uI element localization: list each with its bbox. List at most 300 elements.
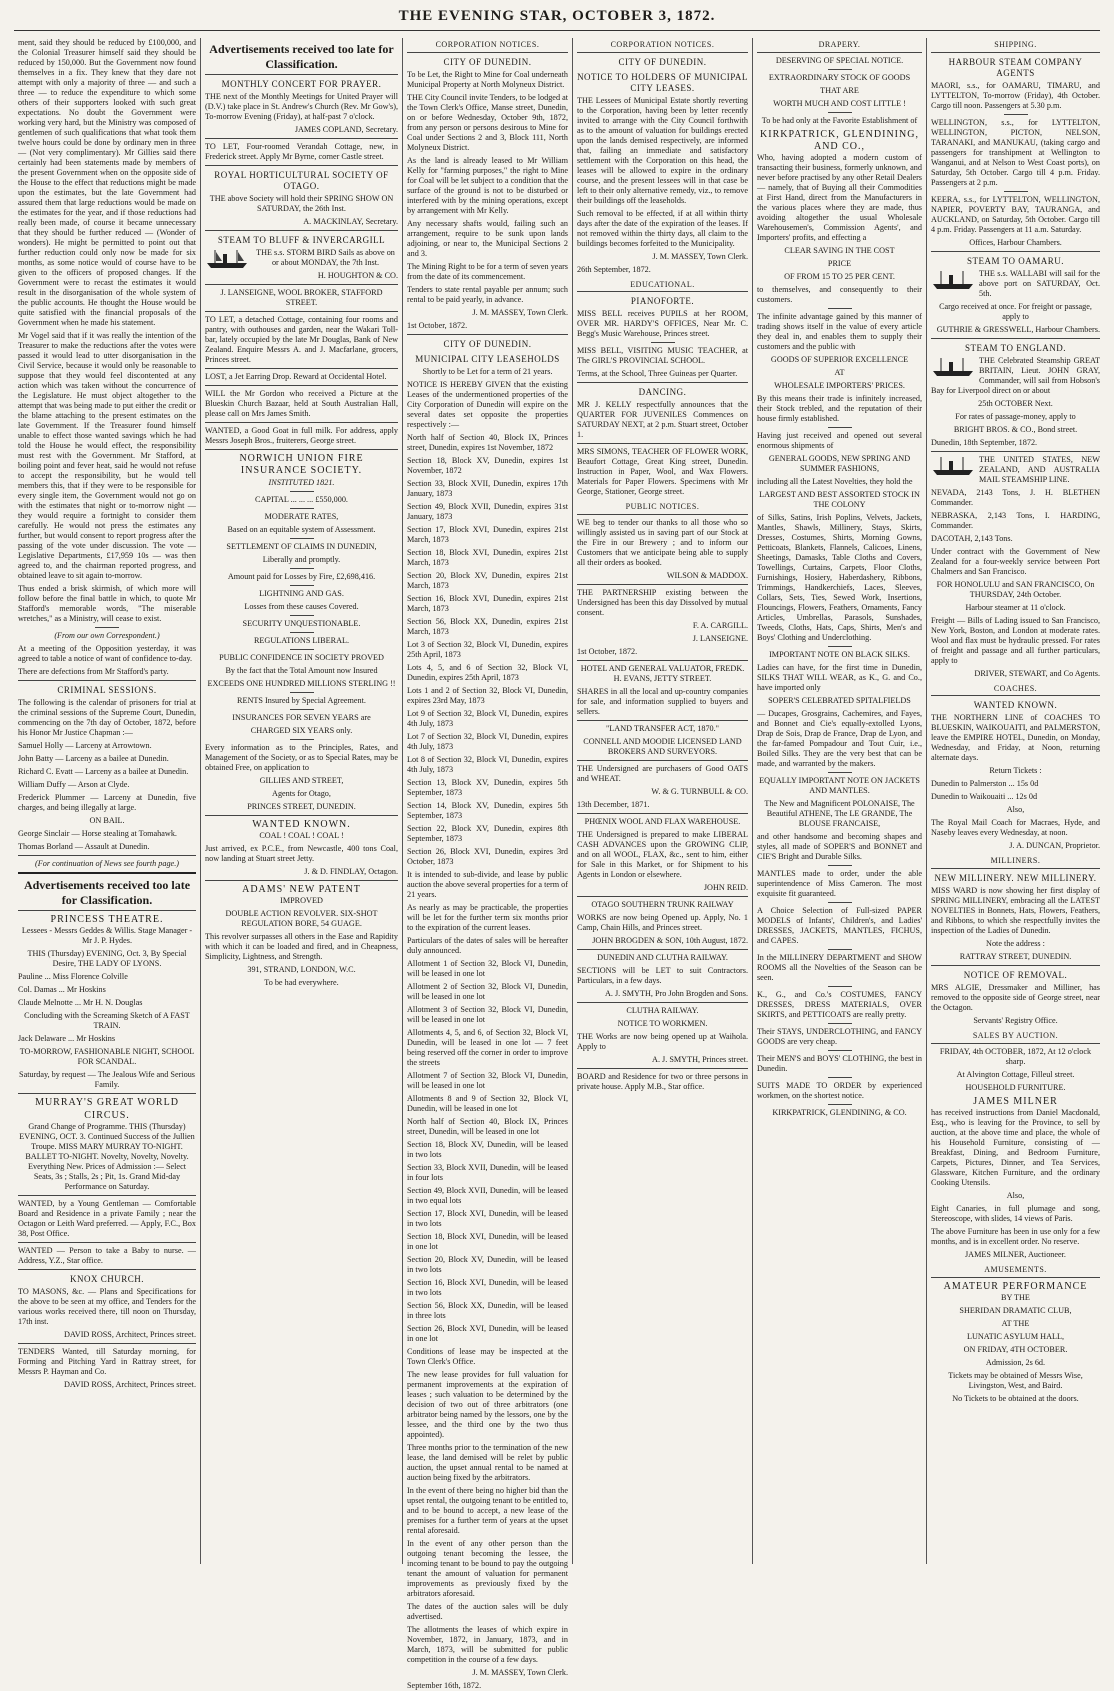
divider (290, 585, 314, 586)
horticultural-notice: THE above Society will hold their SPRING SHOW ON SATURDAY, the 26th Inst. (209, 194, 394, 214)
divider (577, 443, 748, 444)
allotment-entry: Allotments 8 and 9 of Section 32, Block VI, Dunedin, will be leased in one lot (407, 1093, 568, 1113)
edu-ad: MISS BELL, VISITING MUSIC TEACHER, at The GIRL'S PROVINCIAL SCHOOL. (577, 346, 748, 366)
lease-section: Section 33, Block XVII, Dunedin, expires 17th January, 1873 (407, 478, 568, 498)
circus-programme: Grand Change of Programme. THIS (Thursday) EVENING, OCT. 3. Continued Success of the Jullien Troupe. MISS MARY MURRAY TO-NIGHT. BALLET TO-NIGHT. Novelty, Novelty, Novelty. Everything New. Prices of Admission :— Select Seats, 3s ; Stalls, 2s ; Pit, 1s. Grand Mid-day Performance on Saturday. (19, 1121, 195, 1191)
shipping-notice: 25th OCTOBER Next. (978, 398, 1053, 408)
cast-entry: Claude Melnotte ... Mr H. N. Douglas (18, 998, 143, 1008)
horticultural-signature: A. MACKINLAY, Secretary. (303, 217, 398, 227)
divider (18, 680, 196, 681)
millinery-notice: Servants' Registry Office. (973, 1016, 1058, 1026)
drapery-paragraph: Who, having adopted a modern custom of transacting their business, formerly unknown, and never before practised by any other Retail Dealers — namely, that of Buying all their Commodities at First Hand, direct from the Manufacturers in the various places where they are made, thus avoiding altogether the usual Wholesale Warehousemen's, Commission Agents', and Importers' profits, and effecting a (757, 153, 922, 243)
divider (828, 308, 852, 309)
shipping-notice: DACOTAH, 2,143 Tons. (931, 533, 1013, 543)
harbour-heading: HARBOUR STEAM COMPANY AGENTS (948, 56, 1083, 78)
steamship-icon (931, 269, 975, 291)
drapery-line: DESERVING OF SPECIAL NOTICE. (775, 55, 904, 65)
shipping-notice: THE s.s. WALLABI will sail for the above port on SATURDAY, Oct. 5th. (979, 268, 1100, 298)
public-signature: WILSON & MADDOX. (666, 571, 748, 581)
drapery-paragraph: The infinite advantage gained by this manner of trading shows itself in the value of every article they deal in, and enables them to supply their customers and the public with (757, 312, 922, 352)
corp-paragraph: THE City Council invite Tenders, to be lodged at the Town Clerk's Office, Manse street, Dunedin, on or before Wednesday, October 9th, 1872, from any person or persons desirous to Mine for Coal under Sections 2 and 3, Block 111, North Molyneux District. (407, 92, 568, 152)
divider (577, 660, 748, 661)
public-signature: J. LANSEIGNE. (692, 634, 748, 644)
page-title: THE EVENING STAR, OCTOBER 3, 1872. (398, 8, 716, 24)
lease-section: Section 20, Block XV, Dunedin, expires 21st March, 1873 (407, 570, 568, 590)
millinery-notice: Note the address : (986, 939, 1045, 949)
allotment-entry: Allotment 3 of Section 32, Block VI, Dunedin, will be leased in one lot (407, 1004, 568, 1024)
removal-heading: NOTICE OF REMOVAL. (963, 970, 1068, 981)
section-heading: AMUSEMENTS. (931, 1263, 1100, 1278)
late-adverts-heading: Advertisements received too late for Classification. (209, 42, 394, 71)
drapery-line: WORTH MUCH AND COST LITTLE ! (773, 98, 906, 108)
allotment-entry: Section 17, Block XVI, Dunedin, will be leased in two lots (407, 1208, 568, 1228)
drapery-paragraph: of Silks, Satins, Irish Poplins, Velvets, Jackets, Mantles, Shawls, Millinery, Stays, Skirts, Dresses, Costumes, Shirts, Morning Gowns, Petticoats, Blankets, Flannels, Calicoes, Linens, Sheetings, Damasks, Table Cloths and Covers, Towellings, Curtains, Carpets, Floor Cloths, Furnishings, Hosiery, Haberdashery, Ribbons, Trimmings, Handkerchiefs, Laces, Sleeves, Collars, Sets, Ties, Sewed Work, Insertions, Flouncings, Flowers, Feathers, Ornaments, Fancy Articles, Umbrellas, Parasols, Sunshades, Tweeds, Cloths, Hats, Caps, Shirts, Men's and Boys' Clothing and Underclothing. (757, 513, 922, 643)
england-heading: STEAM TO ENGLAND. (965, 342, 1066, 353)
tenders-ad: TENDERS Wanted, till Saturday morning, for Forming and Pitching Yard in Rattray street, for Messrs P. Hayman and Co. (18, 1346, 196, 1376)
divider (205, 230, 398, 231)
steam-bluff-notice: THE s.s. STORM BIRD Sails as above on or about MONDAY, the 7th Inst. (256, 248, 395, 268)
news-paragraph: At a meeting of the Opposition yesterday, it was agreed to table a notice of want of confidence to-day. (18, 644, 196, 663)
shipping-notice: WELLINGTON, s.s., for LYTTELTON, WELLINGTON, PICTON, NELSON, TARANAKI, and MANUKAU, (taking cargo and passengers for transhipment at Wellington to Wanganui, and at Nelson to West Coast ports), on Saturday, 5th October. Cargo till 4 p.m. Friday. Passengers at 2 p.m. (931, 117, 1100, 187)
lanseigne-ad: J. LANSEIGNE, WOOL BROKER, STAFFORD STREET. (220, 288, 383, 308)
coach-notice: The Royal Mail Coach for Macraes, Hyde, and Naseby leaves every Wednesday, at noon. (931, 818, 1100, 838)
concert-signature: JAMES COPLAND, Secretary. (294, 125, 398, 135)
city-heading: CITY OF DUNEDIN. (618, 56, 707, 67)
divider (290, 692, 314, 693)
divider (290, 739, 314, 740)
news-paragraph: Mr Vogel said that if it was really the intention of the Treasurer to make the reductions after the votes were passed it would lead to utter disorganisation in the Civil Service, because it would only be reasonable to suppose that they would feel discontented at any action which was taken without the concurrence of the Legislature. He must object altogether to the attempt that was being made to put either the credit or the blame attaching to the present estimates on the late Government. If the Treasurer found himself unable to effect those wanted savings which he had told the House he would effect, the responsibility must rest with the Government. Mr Stafford, at boiling point and fever heat, said he would not refuse to accept the responsibility, but he would tell members this, that if they were to be responsible for every single item, the Government would not go on with the estimates that night or to-morrow night — they would require a fortnight to consider them carefully. He would not press the estimates any further, but would consent to report progress after the passing of the vote under discussion. The vote — Legislative Departments, £17,959 10s — was then agreed to, and the chairman reported progress, and obtained leave to sit again to-morrow. (18, 331, 196, 580)
norwich-line: SETTLEMENT OF CLAIMS IN DUNEDIN, (226, 541, 377, 551)
amusement-line: BY THE (1001, 1292, 1030, 1302)
shipping-notice: NEVADA, 2143 Tons, J. H. BLETHEN Commander. (931, 487, 1100, 507)
coal-heading: COAL ! COAL ! COAL ! (259, 830, 344, 840)
city-heading: CITY OF DUNEDIN. (443, 338, 532, 349)
allotment-entry: Section 49, Block XVII, Dunedin, will be leased in two equal lots (407, 1185, 568, 1205)
continuation-note: (For continuation of News see fourth page.) (35, 858, 179, 868)
public-notice: DUNEDIN AND CLUTHA RAILWAY. (597, 953, 728, 963)
drapery-line: AT (834, 368, 845, 378)
divider (577, 1068, 748, 1069)
lease-section: Section 18, Block XVI, Dunedin, expires 21st March, 1873 (407, 547, 568, 567)
public-notice: THE PARTNERSHIP existing between the Undersigned has been this day Dissolved by mutual consent. (577, 588, 748, 618)
norwich-line: INSTITUTED 1821. (268, 477, 335, 487)
allotment-entry: Section 56, Block XX, Dunedin, will be leased in three lots (407, 1300, 568, 1320)
edu-ad: Terms, at the School, Three Guineas per Quarter. (577, 369, 738, 379)
public-notice: CLUTHA RAILWAY. (626, 1006, 699, 1016)
divider (577, 760, 748, 761)
norwich-line: REGULATIONS LIBERAL. (253, 635, 350, 645)
shipping-notice: Under contract with the Government of New Zealand for a four-weekly service between Port Chalmers and San Francisco. (931, 546, 1100, 576)
allotment-entry: Section 18, Block XV, Dunedin, will be leased in two lots (407, 1139, 568, 1159)
auctioneer-heading: JAMES MILNER (973, 1095, 1058, 1107)
section-heading: SALES BY AUCTION. (931, 1029, 1100, 1044)
coach-notice: THE NORTHERN LINE of COACHES TO BLUESKIN, WAIKOUAITI, and PALMERSTON, leave the EMPIRE HOTEL, Dunedin, on Monday, Wednesday, and Friday, at Noon, returning alternate days. (931, 713, 1100, 763)
news-paragraph: ment, said they should be reduced by £100,000, and the Colonial Treasurer himself said they should be reduced by 150,000. But the Government now found themselves in a fix. They knew that they dare not attempt with only a majority of three — and such a three — to reduce the expenditure to which some others of their supporters looked with such great expectations. No doubt the Government were working very hard, but the Ministry was composed of gentlemen of such qualifications that what took them twelve hours could be done by ordinary men in three — (Not very complimentary). Mr Gillies said there certainly had been statements made by members of the present Government when on the opposite side of the House to the effect that reductions might be made upon the estimates, but the late Government had assured them that large reductions would be made on the estimates for the year, and if those reductions had really been made, of course it became unnecessary that they should be further reduced — (Wonder of wonders). He might be permitted to point out that further reduction could only now be made for six months, as some notice would of course have to be given to the officers of proposed changes. If the Government were to recast the estimates it would result in the disorganisation of the whole system of the public accounts. He thought the House would be quite satisfied with the financial proposals of the Government when he made his statement. (18, 38, 196, 327)
drapery-line: PRICE (827, 259, 852, 269)
amateur-heading: AMATEUR PERFORMANCE (943, 1280, 1088, 1292)
divider (205, 138, 398, 139)
allotment-entry: Allotment 7 of Section 32, Block VI, Dunedin, will be leased in one lot (407, 1070, 568, 1090)
divider (18, 1093, 196, 1094)
public-signature: A. J. SMYTH, Pro John Brogden and Sons. (604, 989, 748, 999)
divider (290, 538, 314, 539)
section-heading: COACHES. (931, 682, 1100, 697)
shipping-signature: DRIVER, STEWART, and Co Agents. (974, 668, 1100, 678)
lease-section: Section 49, Block XVII, Dunedin, expires 31st January, 1873 (407, 501, 568, 521)
divider (931, 965, 1100, 966)
drapery-paragraph: — Ducapes, Grosgrains, Cachemires, and Fayes, and Bonnet and Cie's equally-extolled Lyons, Drap de Sois, Drap de France, Drap de Lyon, and the far-famed Pompadour and Tout Cuir, i.e., Boiled Silks. They are the very best that can be made, and warranted by the makers. (757, 709, 922, 769)
wanted-known-heading: WANTED KNOWN. (252, 818, 351, 830)
amusement-line: AT THE (1001, 1318, 1030, 1328)
steam-bluff-signature: H. HOUGHTON & CO. (317, 271, 398, 281)
shipping-notice: Harbour steamer at 11 o'clock. (965, 602, 1066, 612)
masthead-rule (14, 30, 1100, 31)
divider (290, 508, 314, 509)
public-notice: PHŒNIX WOOL AND FLAX WAREHOUSE. (584, 817, 741, 827)
millinery-notice: MISS WARD is now showing her first display of SPRING MILLINERY, embracing all the LATEST NOVELTIES in Bonnets, Hats, Flowers, Feathers, and Ribbons, to which she respectfully invites the inspection of the Ladies of Dunedin. (931, 886, 1100, 936)
norwich-agents: GILLIES AND STREET, (259, 775, 344, 785)
oamaru-heading: STEAM TO OAMARU. (967, 255, 1064, 266)
section-heading: DRAPERY. (757, 38, 922, 53)
divider (205, 385, 398, 386)
town-clerk-signature: J. M. MASSEY, Town Clerk. (472, 307, 568, 317)
divider (828, 949, 852, 950)
bail-entry: Thomas Borland — Assault at Dunedin. (18, 841, 150, 851)
drapery-line: OF FROM 15 TO 25 PER CENT. (784, 272, 895, 282)
auction-line: HOUSEHOLD FURNITURE. (965, 1082, 1066, 1092)
divider (205, 449, 398, 450)
divider (828, 772, 852, 773)
lease-section: Section 13, Block XV, Dunedin, expires 5th September, 1873 (407, 777, 568, 797)
notice-date: September 16th, 1872. (407, 1680, 482, 1690)
section-heading: SHIPPING. (931, 38, 1100, 53)
news-paragraph: The following is the calendar of prisoners for trial at the criminal sessions of the Supreme Court, Dunedin, commencing on the 7th day of October, 1872, before his Honor Mr Justice Chapman :— (18, 697, 196, 737)
adams-line: IMPROVED (280, 895, 323, 905)
shipping-notice: KEERA, s.s., for LYTTELTON, WELLINGTON, NAPIER, POVERTY BAY, TAURANGA, and AUCKLAND, on Saturday, 5th October. Cargo till 4 p.m. Friday. Passengers at 11 a.m. Saturday. (931, 194, 1100, 234)
corp-paragraph: The new lease provides for full valuation for permanent improvements at the expiration of leases ; such valuation to be determined by the decision of two out of three arbitrators (one arbitrator being named by the lessors, one by the lessee, and the third one by the two thus appointed). (407, 1369, 568, 1439)
norwich-line: INSURANCES FOR SEVEN YEARS are (232, 712, 371, 722)
divider (205, 284, 398, 285)
divider (828, 427, 852, 428)
drapery-line: CLEAR SAVING IN THE COST (784, 246, 895, 256)
divider (651, 342, 675, 343)
norwich-line: Every information as to the Principles, Rates, and Management of the Society, or as to Special Rates, may be obtained Free, on application to (205, 742, 398, 772)
millinery-notice: MRS ALGIE, Dressmaker and Milliner, has removed to the opposite side of George street, near the Octagon. (931, 983, 1100, 1013)
section-heading: CORPORATION NOTICES. (407, 38, 568, 53)
column-1 (14, 38, 201, 1564)
shipping-notice: FOR HONOLULU and SAN FRANCISCO, On THURSDAY, 24th October. (936, 579, 1095, 599)
corp-paragraph: THE Lessees of Municipal Estate shortly reverting to the Corporation, having been by letter recently invited to arrange with the City Council forthwith as to the amount of valuation for buildings erected upon the lands demised respectively, are informed that, failing an immediate and satisfactory settlement with the Corporation on this head, the leases will be allowed to expire in the ordinary course, and the present lessees will in that case be left to their only alternative remedy, viz., to remove their buildings off the leaseholds. (577, 95, 748, 205)
to-let-ad: TO LET, a detached Cottage, containing four rooms and pantry, with outhouses and garden, near the Wakari Toll-bar, lately occupied by the late Mr Douglas, Bank of New Zealand. Enquire Messrs A. and J. Macfarlane, grocers, Princes street. (205, 315, 398, 365)
public-notice: WE beg to tender our thanks to all those who so willingly assisted us in saving part of our Stock at the Fire in our Brewery ; and to inform our Customers that we anticipate being able to supply all their orders as booked. (577, 518, 748, 568)
cast-entry: Col. Damas ... Mr Hoskins (18, 985, 106, 995)
knox-church-heading: KNOX CHURCH. (69, 1273, 144, 1284)
lease-section: Lots 1 and 2 of Section 32, Block VI, Dunedin, expires 23rd May, 1873 (407, 685, 568, 705)
divider (205, 880, 398, 881)
drapery-line: EQUALLY IMPORTANT NOTE ON JACKETS AND MANTLES. (759, 776, 920, 796)
corp-paragraph: Tenders to state rental payable per annum; such rental to be paid yearly, in advance. (407, 284, 568, 304)
divider (205, 311, 398, 312)
edu-ad: MR J. KELLY respectfully announces that the QUARTER FOR JUVENILES Commences on SATURDAY NEXT, at 2 p.m. Stuart street, October 1. (577, 400, 748, 440)
public-signature: JOHN BROGDEN & SON, 10th August, 1872. (592, 936, 748, 946)
divider (828, 112, 852, 113)
drapery-paragraph: Ladies can have, for the first time in Dunedin, SILKS THAT WILL WEAR, as K., G. and Co., have imported only (757, 663, 922, 693)
amusement-line: No Tickets to be obtained at the doors. (952, 1393, 1079, 1403)
divider (828, 1104, 852, 1105)
lease-section: North half of Section 40, Block IX, Princes street, Dunedin, expires 1st November, 1872 (407, 432, 568, 452)
norwich-line: CHARGED SIX YEARS only. (250, 725, 353, 735)
steamship-icon (931, 356, 975, 378)
horticultural-heading: ROYAL HORTICULTURAL SOCIETY OF OTAGO. (214, 170, 389, 192)
public-notice: WORKS are now being Opened up. Apply, No. 1 Camp, Chain Hills, and Princes street. (577, 913, 748, 933)
divider (577, 720, 748, 721)
lease-section: Lot 7 of Section 32, Block VI, Dunedin, expires 4th July, 1873 (407, 731, 568, 751)
auction-signature: JAMES MILNER, Auctioneer. (965, 1249, 1066, 1259)
divider (18, 855, 196, 856)
kirkpatrick-heading: KIRKPATRICK, GLENDINING, AND CO., (760, 128, 919, 152)
dancing-heading: DANCING. (638, 387, 687, 398)
masthead (0, 0, 1114, 34)
knox-signature: DAVID ROSS, Architect, Princes street. (64, 1329, 196, 1339)
divider (407, 334, 568, 335)
divider (95, 627, 119, 628)
divider (931, 451, 1100, 452)
princess-programme: Concluding with the Screaming Sketch of A FAST TRAIN. (24, 1011, 190, 1031)
norwich-heading: NORWICH UNION FIRE INSURANCE SOCIETY. (239, 453, 364, 477)
section-heading: EDUCATIONAL. (577, 278, 748, 293)
drapery-line: IMPORTANT NOTE ON BLACK SILKS. (769, 650, 910, 660)
wanted-ad: WANTED, a Good Goat in full milk. For address, apply Messrs Joseph Bros., fruiterers, George street. (205, 426, 398, 446)
drapery-paragraph: A Choice Selection of Full-sized PAPER MODELS of Infants', Children's, and Ladies' DRESSES, JACKETS, MANTLES, FICHUS, and CAPES. (757, 906, 922, 946)
news-paragraph: Thus ended a brisk skirmish, of which more will follow before the final battle in which, to quote Mr Stafford's memorable words, "The miserable wretches," as a Ministry, will cease to exist. (18, 584, 196, 623)
auction-paragraph: has received instructions from Daniel Macdonald, Esq., who is leaving for the Province, to sell by auction, at the above time and place, the whole of his Household Furniture, consisting of — Breakfast, Dining, and Bedroom Furniture, Carpets, Pictures, Dinner, and Tea Services, Glassware, Kitchen Furniture, and the ordinary Cooking Utensils. (931, 1107, 1100, 1187)
divider (828, 986, 852, 987)
fare-entry: Dunedin to Waikouaiti ... 12s 0d (931, 792, 1038, 802)
adams-heading: ADAMS' NEW PATENT (242, 883, 361, 895)
drapery-paragraph: MANTLES made to order, under the able superintendence of Miss Cameron. The most exquisite fit guaranteed. (757, 869, 922, 899)
norwich-line: PUBLIC CONFIDENCE IN SOCIETY PROVED (219, 652, 384, 662)
steam-bluff-heading: STEAM TO BLUFF & INVERCARGILL (217, 235, 386, 246)
prisoner-entry: John Batty — Larceny as a bailee at Dunedin. (18, 753, 169, 763)
public-notice: THE Undersigned are purchasers of Good OATS and WHEAT. (577, 764, 748, 784)
corp-paragraph: Three months prior to the termination of the new lease, the land demised will be relet by public auction, the upset annual rental to be named at auction being fixed by the arbitrators. (407, 1442, 568, 1482)
public-notice: SECTIONS will be LET to suit Contractors. Particulars, in a few days. (577, 966, 748, 986)
corp-paragraph: Such removal to be effected, if at all within thirty days after the date of the expiration of the leases. If not removed within the thirty days, all claim to the buildings becomes forfeited to the Municipality. (577, 208, 748, 248)
allotment-entry: North half of Section 40, Block IX, Princes street, Dunedin, will be leased in one lot (407, 1116, 568, 1136)
norwich-line: Based on an equitable system of Assessment. (227, 524, 376, 534)
wanted-known-heading: WANTED KNOWN. (973, 700, 1058, 711)
corp-paragraph: Particulars of the dates of sales will be hereafter duly announced. (407, 935, 568, 955)
amusement-line: SHERIDAN DRAMATIC CLUB, (959, 1305, 1072, 1315)
princess-programme: TO-MORROW, FASHIONABLE NIGHT, SCHOOL FOR SCANDAL. (19, 1047, 195, 1067)
edu-ad: MRS SIMONS, TEACHER OF FLOWER WORK, Beaufort Cottage, Great King street, Dunedin. Instruction in Paper, Wool, and Wax Flowers. Materials for Paper Flowers. Specimens with Mr George, Stationer, George street. (577, 447, 748, 497)
lease-section: Section 56, Block XX, Dunedin, expires 21st March, 1873 (407, 616, 568, 636)
drapery-line: GOODS OF SUPERIOR EXCELLENCE (770, 355, 909, 365)
allotment-entry: Section 26, Block XVI, Dunedin, will be leased in one lot (407, 1323, 568, 1343)
city-heading: CITY OF DUNEDIN. (443, 56, 532, 67)
princess-programme: THIS (Thursday) EVENING, Oct. 3, By Special Desire, THE LADY OF LYONS. (27, 949, 187, 969)
shipping-notice: Offices, Harbour Chambers. (969, 237, 1062, 247)
public-notice: OTAGO SOUTHERN TRUNK RAILWAY (591, 900, 734, 910)
divider (18, 1343, 196, 1344)
allotment-entry: Allotment 2 of Section 32, Block VI, Dunedin, will be leased in one lot (407, 981, 568, 1001)
public-notice: HOTEL AND GENERAL VALUATOR, FREDK. H. EVANS, JETTY STREET. (580, 664, 745, 684)
princess-theatre-title: PRINCESS THEATRE. (50, 914, 164, 926)
wanted-ad: WANTED, by a Young Gentleman — Comfortable Board and Residence in a private Family ; near the Octagon or Leith Ward preferred. — Apply, F.C., Box 38, Post Office. (18, 1198, 196, 1238)
corp-paragraph: As nearly as may be practicable, the properties will be let for the further term six months prior to the expiration of the current leases. (407, 902, 568, 932)
public-notice: "LAND TRANSFER ACT, 1870." (605, 724, 720, 734)
divider (290, 709, 314, 710)
lease-section: Lot 3 of Section 32, Block VI, Dunedin, expires 25th April, 1873 (407, 639, 568, 659)
edu-ad: MISS BELL receives PUPILS at her ROOM, OVER MR. HARDY'S OFFICES, Near Mr. C. Begg's Music Warehouse, Princes street. (577, 309, 748, 339)
divider (577, 382, 748, 383)
public-signature: JOHN REID. (703, 883, 748, 893)
notice-date: 26th September, 1872. (577, 264, 651, 274)
norwich-line: SECURITY UNQUESTIONABLE. (242, 618, 361, 628)
public-notice: BOARD and Residence for two or three persons in private house. Apply M.B., Star office. (577, 1072, 748, 1092)
drapery-paragraph: to themselves, and consequently to their customers. (757, 285, 922, 305)
divider (931, 338, 1100, 339)
drapery-line: The New and Magnificent POLONAISE, The Beautiful ATHENE, The LE GRANDE, The BLOUSE FRANCAISE, (764, 799, 915, 829)
divider (18, 872, 196, 874)
divider (577, 896, 748, 897)
norwich-line: EXCEEDS ONE HUNDRED MILLIONS STERLING !! (207, 678, 396, 688)
corp-paragraph: Conditions of lease may be inspected at the Town Clerk's Office. (407, 1346, 568, 1366)
drapery-line: LARGEST AND BEST ASSORTED STOCK IN THE COLONY (759, 490, 920, 510)
column-2 (201, 38, 403, 1564)
adams-line: DOUBLE ACTION REVOLVER. SIX-SHOT REGULATION BORE, 54 GUAGE. (225, 908, 378, 928)
leaseholds-heading: MUNICIPAL CITY LEASEHOLDS (415, 353, 560, 364)
shipping-notice: Cargo received at once. For freight or passage, apply to (939, 301, 1092, 321)
shipping-signature: BRIGHT BROS. & CO., Bond street. (953, 424, 1078, 434)
public-notice: THE Undersigned is prepared to make LIBERAL CASH ADVANCES upon the GROWING CLIP, and on all WOOL, FLAX, &c., sent to him, either for Sale in this Market, or for Shipment to his Agents in London or elsewhere. (577, 830, 748, 880)
section-heading: CORPORATION NOTICES. (577, 38, 748, 53)
adams-line: To be had everywhere. (264, 977, 339, 987)
knox-tender: TO MASONS, &c. — Plans and Specifications for the above to be seen at my office, and Tenders for the various works received there, till noon on Thursday, 17th inst. (18, 1286, 196, 1326)
notice-date: 1st October, 1872. (407, 320, 468, 330)
public-signature: W. & G. TURNBULL & CO. (651, 787, 748, 797)
divider (205, 422, 398, 423)
divider (205, 165, 398, 166)
public-notice: THE Works are now being opened up at Waihola. Apply to (577, 1032, 748, 1052)
shipping-notice: NEBRASKA, 2,143 Tons, I. HARDING, Commander. (931, 510, 1100, 530)
norwich-line: RENTS Insured by Special Agreement. (237, 695, 366, 705)
newspaper-columns (14, 38, 1104, 1690)
divider (290, 632, 314, 633)
divider (205, 74, 398, 75)
notice-date: 1st October, 1872. (577, 647, 638, 657)
steamship-icon (931, 455, 975, 477)
divider (828, 902, 852, 903)
coach-signature: J. A. DUNCAN, Proprietor. (1009, 841, 1100, 851)
drapery-line: EXTRAORDINARY STOCK OF GOODS (768, 72, 911, 82)
divider (828, 1050, 852, 1051)
divider (18, 1242, 196, 1243)
norwich-line: CAPITAL ... ... ... £550,000. (255, 494, 348, 504)
auction-line: Also, (1006, 1190, 1025, 1200)
divider (18, 1269, 196, 1270)
notice-date: Dunedin, 18th September, 1872. (931, 437, 1038, 447)
column-3 (403, 38, 573, 1690)
divider (828, 646, 852, 647)
public-signature: F. A. CARGILL. (692, 621, 748, 631)
norwich-agents: PRINCES STREET, DUNEDIN. (247, 801, 356, 811)
lost-ad: LOST, a Jet Earring Drop. Reward at Occidental Hotel. (205, 372, 387, 382)
shipping-notice: THE Celebrated Steamship GREAT BRITAIN, Lieut. JOHN GRAY, Commander, will sail from Hobson's Bay for Liverpool direct on or about (931, 355, 1100, 395)
divider (828, 1023, 852, 1024)
tenders-signature: DAVID ROSS, Architect, Princes street. (64, 1379, 196, 1389)
corp-paragraph: As the land is already leased to Mr William Kelly for "farming purposes," the right to Mine for Coal will be let subject to a condition that the surface of the ground is not to be disturbed or interfered with by the mining operations, except by arrangement with Mr Kelly. (407, 155, 568, 215)
lease-section: Section 18, Block XV, Dunedin, expires 1st November, 1872 (407, 455, 568, 475)
column-6 (927, 38, 1104, 1564)
adams-description: This revolver surpasses all others in the Ease and Rapidity with which it can be loaded and fired, and in Cheapness, Simplicity, Lightness, and Strength. (205, 931, 398, 961)
drapery-paragraph: In the MILLINERY DEPARTMENT and SHOW ROOMS all the Novelties of the Season can be seen. (757, 953, 922, 983)
corp-paragraph: Any necessary shafts would, failing such an arrangement, require to be sunk upon lands adjoining, or near to, the Municipal Sections 2 and 3. (407, 218, 568, 258)
divider (931, 251, 1100, 252)
fare-entry: Dunedin to Palmerston ... 15s 0d (931, 779, 1039, 789)
divider (577, 1002, 748, 1003)
divider (577, 584, 748, 585)
to-let-ad: TO LET, Four-roomed Verandah Cottage, new, in Frederick street. Apply Mr Byrne, corner Castle street. (205, 142, 398, 162)
drapery-line: To be had only at the Favorite Establishment of (761, 115, 918, 125)
drapery-paragraph: Having just received and opened out several enormous shipments of (757, 431, 922, 451)
coal-notice: Just arrived, ex P.C.E., from Newcastle, 400 tons Coal, now landing at Stuart street Jetty. (205, 843, 398, 863)
criminal-heading: CRIMINAL SESSIONS. (57, 685, 157, 695)
divider (205, 368, 398, 369)
auction-paragraph: Eight Canaries, in full plumage and song, Stereoscope, with slides, 14 views of Paris. (931, 1203, 1100, 1223)
wanted-ad: WANTED — Person to take a Baby to nurse. — Address, Y.Z., Star office. (18, 1245, 196, 1265)
drapery-paragraph: Their MEN'S and BOYS' CLOTHING, the best in Dunedin. (757, 1054, 922, 1074)
allotment-entry: Section 16, Block XVI, Dunedin, will be leased in two lots (407, 1277, 568, 1297)
divider (290, 568, 314, 569)
auction-paragraph: The above Furniture has been in use only for a few months, and is in excellent order. No reserve. (931, 1226, 1100, 1246)
norwich-line: Amount paid for Losses by Fire, £2,698,416. (227, 571, 376, 581)
drapery-signature: KIRKPATRICK, GLENDINING, & CO. (772, 1108, 907, 1118)
notice-ad: WILL the Mr Gordon who received a Picture at the Blueskin Church Bazaar, held at South Australian Hall, please call on Mrs James Smith. (205, 389, 398, 419)
shipping-notice: For rates of passage-money, apply to (955, 411, 1076, 421)
late-adverts-heading: Advertisements received too late for Classification. (23, 877, 191, 907)
prisoner-entry: Richard C. Evatt — Larceny as a bailee at Dunedin. (18, 766, 189, 776)
lease-section: Lots 4, 5, and 6 of Section 32, Block VI, Dunedin, expires 25th April, 1873 (407, 662, 568, 682)
divider (290, 491, 314, 492)
on-bail-label: ON BAIL. (89, 815, 125, 825)
section-heading: PUBLIC NOTICES. (577, 500, 748, 515)
divider (18, 1195, 196, 1196)
public-notice: CONNELL AND MOODIE LICENSED LAND BROKERS AND SURVEYORS. (583, 737, 742, 757)
amusement-line: LUNATIC ASYLUM HALL, (966, 1331, 1065, 1341)
princess-programme: Saturday, by request — The Jealous Wife and Serious Family. (19, 1070, 195, 1090)
news-paragraph: There are defections from Mr Stafford's party. (18, 667, 169, 676)
column-5 (753, 38, 927, 1564)
corp-paragraph: The dates of the auction sales will be duly advertised. (407, 1601, 568, 1621)
circus-title: MURRAY'S GREAT WORLD CIRCUS. (35, 1097, 179, 1121)
public-signature: A. J. SMYTH, Princes street. (652, 1055, 748, 1065)
corp-paragraph: The Mining Right to be for a term of seven years from the date of its commencement. (407, 261, 568, 281)
divider (828, 1077, 852, 1078)
lease-section: Section 17, Block XVI, Dunedin, expires 21st March, 1873 (407, 524, 568, 544)
divider (18, 910, 196, 911)
millinery-notice: RATTRAY STREET, DUNEDIN. (959, 952, 1072, 962)
allotment-entry: Section 20, Block XV, Dunedin, will be leased in two lots (407, 1254, 568, 1274)
lease-section: Section 22, Block XV, Dunedin, expires 8th September, 1873 (407, 823, 568, 843)
corp-paragraph: NOTICE IS HEREBY GIVEN that the existing Leases of the undermentioned properties of the City Corporation of Dunedin will expire on the several dates set opposite the properties respectively :— (407, 379, 568, 429)
millinery-heading: NEW MILLINERY. NEW MILLINERY. (934, 873, 1097, 884)
drapery-paragraph: SUITS MADE TO ORDER by experienced workmen, on the shortest notice. (757, 1081, 922, 1101)
norwich-line: LIGHTNING AND GAS. (259, 588, 344, 598)
divider (828, 69, 852, 70)
princess-lessees: Lessees - Messrs Geddes & Willis. Stage Manager - Mr J. P. Hydes. (21, 926, 193, 946)
shipping-signature: GUTHRIE & GRESSWELL, Harbour Chambers. (936, 324, 1100, 334)
